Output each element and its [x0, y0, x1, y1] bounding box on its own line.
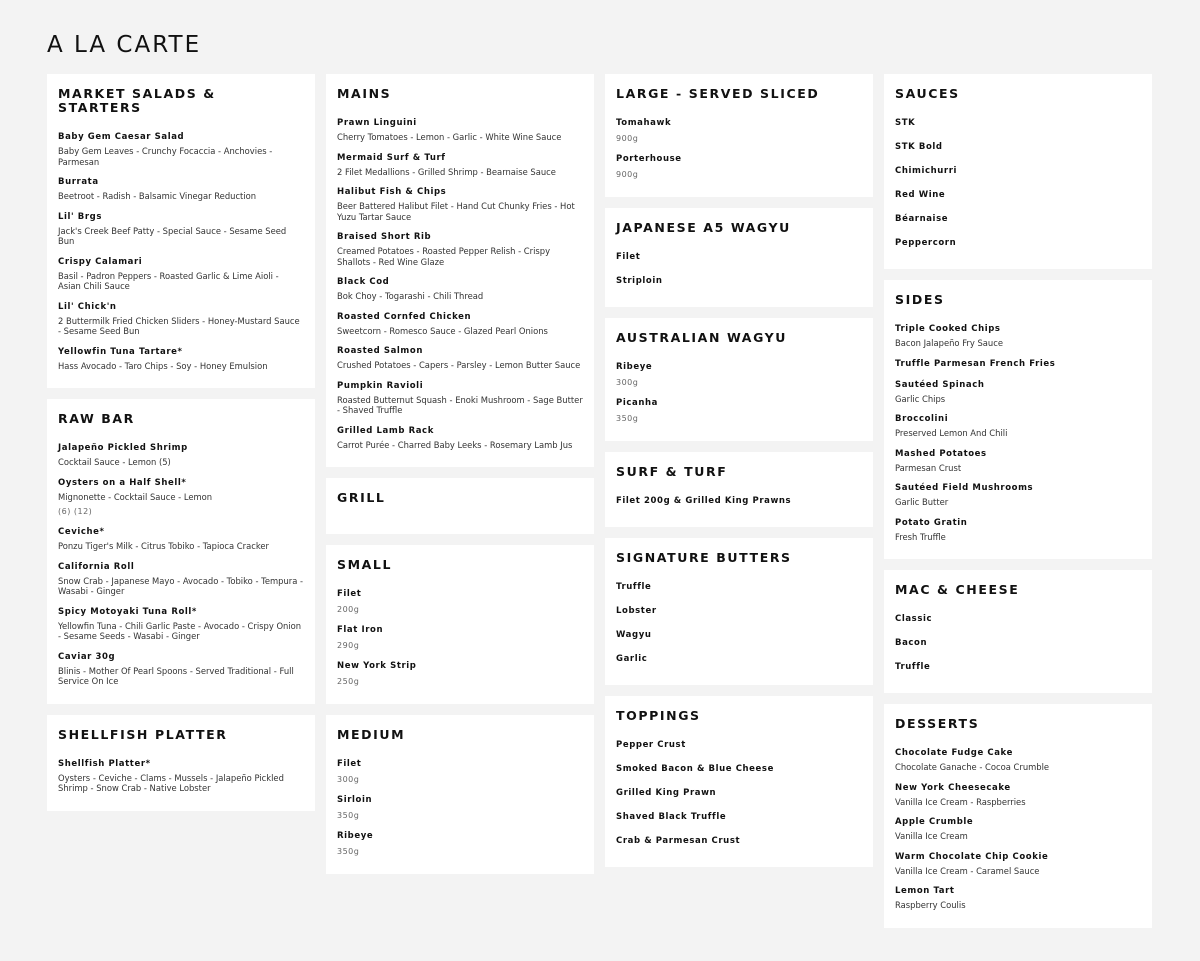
section-title: SMALL	[337, 557, 393, 572]
menu-item-name: Roasted Salmon	[337, 346, 423, 356]
section-card	[605, 452, 873, 527]
section-card	[884, 704, 1152, 928]
menu-item	[616, 764, 862, 775]
menu-item	[895, 662, 1141, 673]
menu-item-description: Baby Gem Leaves - Crunchy Focaccia - Anchovies - Parmesan	[58, 146, 273, 167]
menu-item-name: Truffle	[895, 662, 931, 672]
menu-item-name: STK	[895, 118, 916, 128]
menu-item-description: Ponzu Tiger's Milk - Citrus Tobiko - Tapioca Cracker	[58, 541, 269, 551]
menu-item	[895, 483, 1141, 508]
section-title: SIDES	[895, 292, 945, 307]
section-card	[326, 545, 594, 704]
menu-item	[616, 606, 862, 617]
menu-item	[616, 582, 862, 593]
menu-item-description: Raspberry Coulis	[895, 900, 966, 910]
menu-item-name: Smoked Bacon & Blue Cheese	[616, 764, 774, 774]
menu-item-name: Crispy Calamari	[58, 256, 143, 267]
section-card	[47, 74, 315, 388]
menu-item-description: Parmesan Crust	[895, 462, 962, 473]
menu-item-name: Prawn Linguini	[337, 118, 417, 128]
menu-item-name: Pumpkin Ravioli	[337, 380, 424, 391]
menu-item	[337, 795, 583, 821]
menu-item-name: Grilled King Prawn	[616, 788, 717, 798]
menu-item-name: Triple Cooked Chips	[895, 324, 1001, 334]
menu-item	[895, 324, 1141, 349]
menu-item-name: Sautéed Spinach	[895, 379, 985, 390]
menu-item-name: Lil' Brgs	[58, 211, 103, 222]
section-title: SURF & TURF	[616, 464, 728, 479]
menu-item-name: Filet 200g & Grilled King Prawns	[616, 496, 792, 506]
menu-item-description: Garlic Chips	[895, 393, 946, 404]
menu-item	[895, 449, 1141, 474]
menu-item	[337, 589, 583, 615]
menu-item-name: Porterhouse	[616, 154, 682, 164]
menu-item-description: Creamed Potatoes - Roasted Pepper Relish - Crispy Shallots - Red Wine Glaze	[337, 246, 551, 267]
menu-item-name: Jalapeño Pickled Shrimp	[58, 443, 188, 453]
menu-item-name: Shaved Black Truffle	[616, 812, 727, 822]
menu-item	[58, 562, 304, 597]
menu-item-name: Black Cod	[337, 277, 390, 287]
menu-item	[616, 118, 862, 144]
menu-item	[895, 817, 1141, 842]
column-2	[326, 74, 594, 885]
menu-item-description: Cocktail Sauce - Lemon (5)	[58, 457, 171, 467]
section-title: DESSERTS	[895, 716, 980, 731]
menu-item	[58, 132, 304, 167]
menu-item	[616, 154, 862, 180]
menu-item-name: Chocolate Fudge Cake	[895, 748, 1013, 758]
menu-item	[895, 783, 1141, 808]
menu-item	[58, 759, 304, 794]
menu-item-weight: (6) (12)	[58, 507, 93, 516]
section-title: MEDIUM	[337, 727, 406, 742]
section-title: RAW BAR	[58, 411, 135, 426]
menu-item-name: Roasted Cornfed Chicken	[337, 311, 472, 322]
menu-item-description: Fresh Truffle	[895, 531, 946, 542]
menu-item	[337, 346, 583, 371]
menu-item	[58, 177, 304, 202]
section-title: SAUCES	[895, 86, 960, 101]
menu-item-description: Chocolate Ganache - Cocoa Crumble	[895, 762, 1050, 772]
menu-item	[337, 232, 583, 267]
column-1	[47, 74, 315, 822]
menu-item-name: Oysters on a Half Shell*	[58, 477, 187, 488]
menu-item-description: Vanilla Ice Cream - Raspberries	[895, 796, 1026, 807]
menu-item-description: Roasted Butternut Squash - Enoki Mushroom - Sage Butter - Shaved Truffle	[337, 394, 583, 415]
menu-item	[895, 886, 1141, 911]
section-card	[605, 74, 873, 197]
menu-item-name: Béarnaise	[895, 214, 949, 224]
menu-item-description: Carrot Purée - Charred Baby Leeks - Rosemary Lamb Jus	[337, 439, 573, 450]
menu-item	[895, 238, 1141, 249]
menu-item-name: STK Bold	[895, 142, 943, 152]
menu-item-description: Blinis - Mother Of Pearl Spoons - Served Traditional - Full Service On Ice	[58, 665, 294, 686]
menu-item-description: Sweetcorn - Romesco Sauce - Glazed Pearl Onions	[337, 325, 548, 336]
menu-item-name: Garlic	[616, 654, 648, 664]
menu-item	[895, 852, 1141, 877]
menu-item	[895, 638, 1141, 649]
menu-item-weight: 350g	[337, 811, 360, 820]
section-card	[884, 74, 1152, 269]
menu-item-name: California Roll	[58, 561, 135, 572]
section-title: MAINS	[337, 86, 392, 101]
menu-item	[895, 414, 1141, 439]
menu-item-description: Oysters - Ceviche - Clams - Mussels - Jalapeño Pickled Shrimp - Snow Crab - Native Lobster	[58, 772, 284, 793]
menu-item-name: Filet	[616, 252, 641, 262]
menu-item-name: Yellowfin Tuna Tartare*	[58, 346, 183, 357]
menu-item-description: 2 Filet Medallions - Grilled Shrimp - Bearnaise Sauce	[337, 166, 556, 177]
menu-item-name: Truffle Parmesan French Fries	[895, 358, 1056, 369]
menu-item-description: Vanilla Ice Cream - Caramel Sauce	[895, 865, 1040, 876]
menu-item-description: Yellowfin Tuna - Chili Garlic Paste - Avocado - Crispy Onion - Sesame Seeds - Wasabi - Ginger	[58, 620, 302, 641]
section-title: JAPANESE A5 WAGYU	[616, 220, 791, 235]
menu-item-name: Ribeye	[616, 362, 653, 372]
menu-item-name: Pepper Crust	[616, 740, 686, 750]
menu-item	[58, 302, 304, 337]
menu-item	[616, 740, 862, 751]
section-card	[884, 280, 1152, 559]
column-3	[605, 74, 873, 878]
menu-item-name: Filet	[337, 589, 362, 599]
menu-item	[337, 426, 583, 451]
section-card	[605, 696, 873, 867]
menu-item-name: Warm Chocolate Chip Cookie	[895, 851, 1049, 862]
menu-item-description: Crushed Potatoes - Capers - Parsley - Lemon Butter Sauce	[337, 360, 581, 370]
menu-item	[895, 214, 1141, 225]
menu-item	[895, 190, 1141, 201]
menu-item-description: Preserved Lemon And Chili	[895, 428, 1008, 438]
menu-item-weight: 300g	[616, 378, 639, 387]
menu-item	[337, 661, 583, 687]
section-title: MARKET SALADS & STARTERS	[58, 86, 216, 115]
menu-item-description: Snow Crab - Japanese Mayo - Avocado - Tobiko - Tempura - Wasabi - Ginger	[58, 575, 304, 596]
menu-item-name: Sirloin	[337, 795, 373, 805]
menu-item-name: Ribeye	[337, 831, 374, 841]
menu-item	[616, 252, 862, 263]
menu-item-name: Classic	[895, 614, 933, 624]
menu-item-name: Mashed Potatoes	[895, 448, 987, 459]
menu-item	[895, 118, 1141, 129]
menu-item	[337, 312, 583, 337]
menu-item	[337, 625, 583, 651]
menu-item-name: Flat Iron	[337, 625, 384, 635]
menu-item-description: Beer Battered Halibut Filet - Hand Cut Chunky Fries - Hot Yuzu Tartar Sauce	[337, 201, 575, 222]
section-card	[326, 478, 594, 534]
menu-item	[616, 276, 862, 287]
menu-item-name: Picanha	[616, 398, 658, 408]
column-4	[884, 74, 1152, 939]
menu-item-name: Lil' Chick'n	[58, 301, 117, 312]
section-title: AUSTRALIAN WAGYU	[616, 330, 788, 345]
menu-item	[58, 347, 304, 372]
menu-item-description: Bacon Jalapeño Fry Sauce	[895, 338, 1003, 348]
menu-item-description: Basil - Padron Peppers - Roasted Garlic & Lime Aioli - Asian Chili Sauce	[58, 270, 279, 291]
menu-item-description: Bok Choy - Togarashi - Chili Thread	[337, 291, 484, 301]
menu-item-description: Vanilla Ice Cream	[895, 831, 968, 841]
menu-item	[616, 812, 862, 823]
menu-item-weight: 900g	[616, 170, 639, 179]
section-title: MAC & CHEESE	[895, 582, 1020, 597]
section-card	[47, 399, 315, 704]
menu-item	[616, 788, 862, 799]
menu-item-name: Sautéed Field Mushrooms	[895, 483, 1034, 493]
menu-item-weight: 900g	[616, 134, 639, 143]
menu-item	[616, 362, 862, 388]
menu-item	[895, 380, 1141, 405]
menu-item-name: Filet	[337, 759, 362, 769]
menu-item	[58, 257, 304, 292]
menu-item	[58, 607, 304, 642]
menu-item-name: Striploin	[616, 276, 663, 286]
menu-item	[895, 518, 1141, 543]
menu-item-weight: 290g	[337, 641, 360, 650]
section-title: TOPPINGS	[616, 708, 701, 723]
menu-item-description: 2 Buttermilk Fried Chicken Sliders - Honey-Mustard Sauce - Sesame Seed Bun	[58, 315, 300, 336]
section-card	[605, 208, 873, 307]
menu-item-name: Truffle	[616, 582, 652, 592]
section-card	[884, 570, 1152, 693]
menu-item-name: Peppercorn	[895, 238, 957, 248]
menu-item	[337, 831, 583, 857]
menu-item-description: Cherry Tomatoes - Lemon - Garlic - White Wine Sauce	[337, 132, 562, 142]
menu-item	[616, 398, 862, 424]
menu-item-name: Potato Gratin	[895, 517, 968, 528]
section-card	[326, 715, 594, 874]
menu-item-name: Lobster	[616, 606, 657, 616]
menu-item	[616, 654, 862, 665]
section-title: SHELLFISH PLATTER	[58, 726, 228, 742]
section-title: SIGNATURE BUTTERS	[616, 550, 792, 565]
menu-item	[616, 630, 862, 641]
menu-item-name: New York Cheesecake	[895, 782, 1011, 793]
menu-item-weight: 350g	[337, 847, 360, 856]
menu-item-description: Beetroot - Radish - Balsamic Vinegar Reduction	[58, 191, 257, 201]
menu-item-weight: 300g	[337, 775, 360, 784]
menu-item	[337, 381, 583, 416]
menu-item-description: Mignonette - Cocktail Sauce - Lemon	[58, 491, 213, 502]
section-card	[605, 318, 873, 441]
menu-item	[895, 359, 1141, 370]
menu-item	[58, 478, 304, 518]
menu-item-name: Red Wine	[895, 190, 946, 200]
section-title: GRILL	[337, 490, 386, 505]
page-title: A LA CARTE	[47, 32, 202, 58]
menu-item-name: Grilled Lamb Rack	[337, 425, 434, 436]
menu-item-name: Caviar 30g	[58, 651, 116, 662]
menu-item	[616, 836, 862, 847]
menu-item-name: Burrata	[58, 177, 99, 187]
menu-item-name: Lemon Tart	[895, 886, 955, 896]
menu-item-name: Chimichurri	[895, 166, 958, 176]
menu-item-name: Mermaid Surf & Turf	[337, 152, 446, 163]
menu-item-name: Spicy Motoyaki Tuna Roll*	[58, 606, 197, 617]
menu-item	[58, 443, 304, 468]
menu-item-name: Crab & Parmesan Crust	[616, 836, 741, 846]
menu-item-name: Baby Gem Caesar Salad	[58, 132, 185, 142]
menu-item	[337, 153, 583, 178]
menu-item-description: Garlic Butter	[895, 497, 949, 507]
menu-item	[58, 652, 304, 687]
menu-item-name: Tomahawk	[616, 118, 672, 128]
menu-item-name: Ceviche*	[58, 527, 105, 537]
menu-item	[58, 527, 304, 552]
menu-item	[337, 187, 583, 222]
menu-item-name: Apple Crumble	[895, 817, 974, 827]
section-card	[605, 538, 873, 685]
menu-item	[895, 748, 1141, 773]
menu-item	[895, 166, 1141, 177]
section-title: LARGE - SERVED SLICED	[616, 86, 820, 101]
menu-item-description: Jack's Creek Beef Patty - Special Sauce - Sesame Seed Bun	[58, 225, 287, 246]
menu-item-weight: 350g	[616, 414, 639, 423]
menu-item-weight: 200g	[337, 605, 360, 614]
menu-item	[616, 496, 862, 507]
menu-item-name: Wagyu	[616, 630, 652, 640]
section-card	[47, 715, 315, 811]
menu-item-description: Hass Avocado - Taro Chips - Soy - Honey Emulsion	[58, 360, 268, 371]
menu-item-name: Bacon	[895, 638, 928, 648]
menu-item-name: New York Strip	[337, 661, 417, 671]
menu-item-name: Halibut Fish & Chips	[337, 187, 447, 197]
menu-item	[337, 118, 583, 143]
menu-item-name: Broccolini	[895, 414, 949, 424]
menu-item	[895, 142, 1141, 153]
menu-item	[895, 614, 1141, 625]
menu-item	[337, 759, 583, 785]
menu-item-name: Shellfish Platter*	[58, 758, 151, 769]
menu-item-name: Braised Short Rib	[337, 232, 432, 242]
menu-item-weight: 250g	[337, 677, 360, 686]
menu-item	[58, 212, 304, 247]
section-card	[326, 74, 594, 467]
menu-item	[337, 277, 583, 302]
